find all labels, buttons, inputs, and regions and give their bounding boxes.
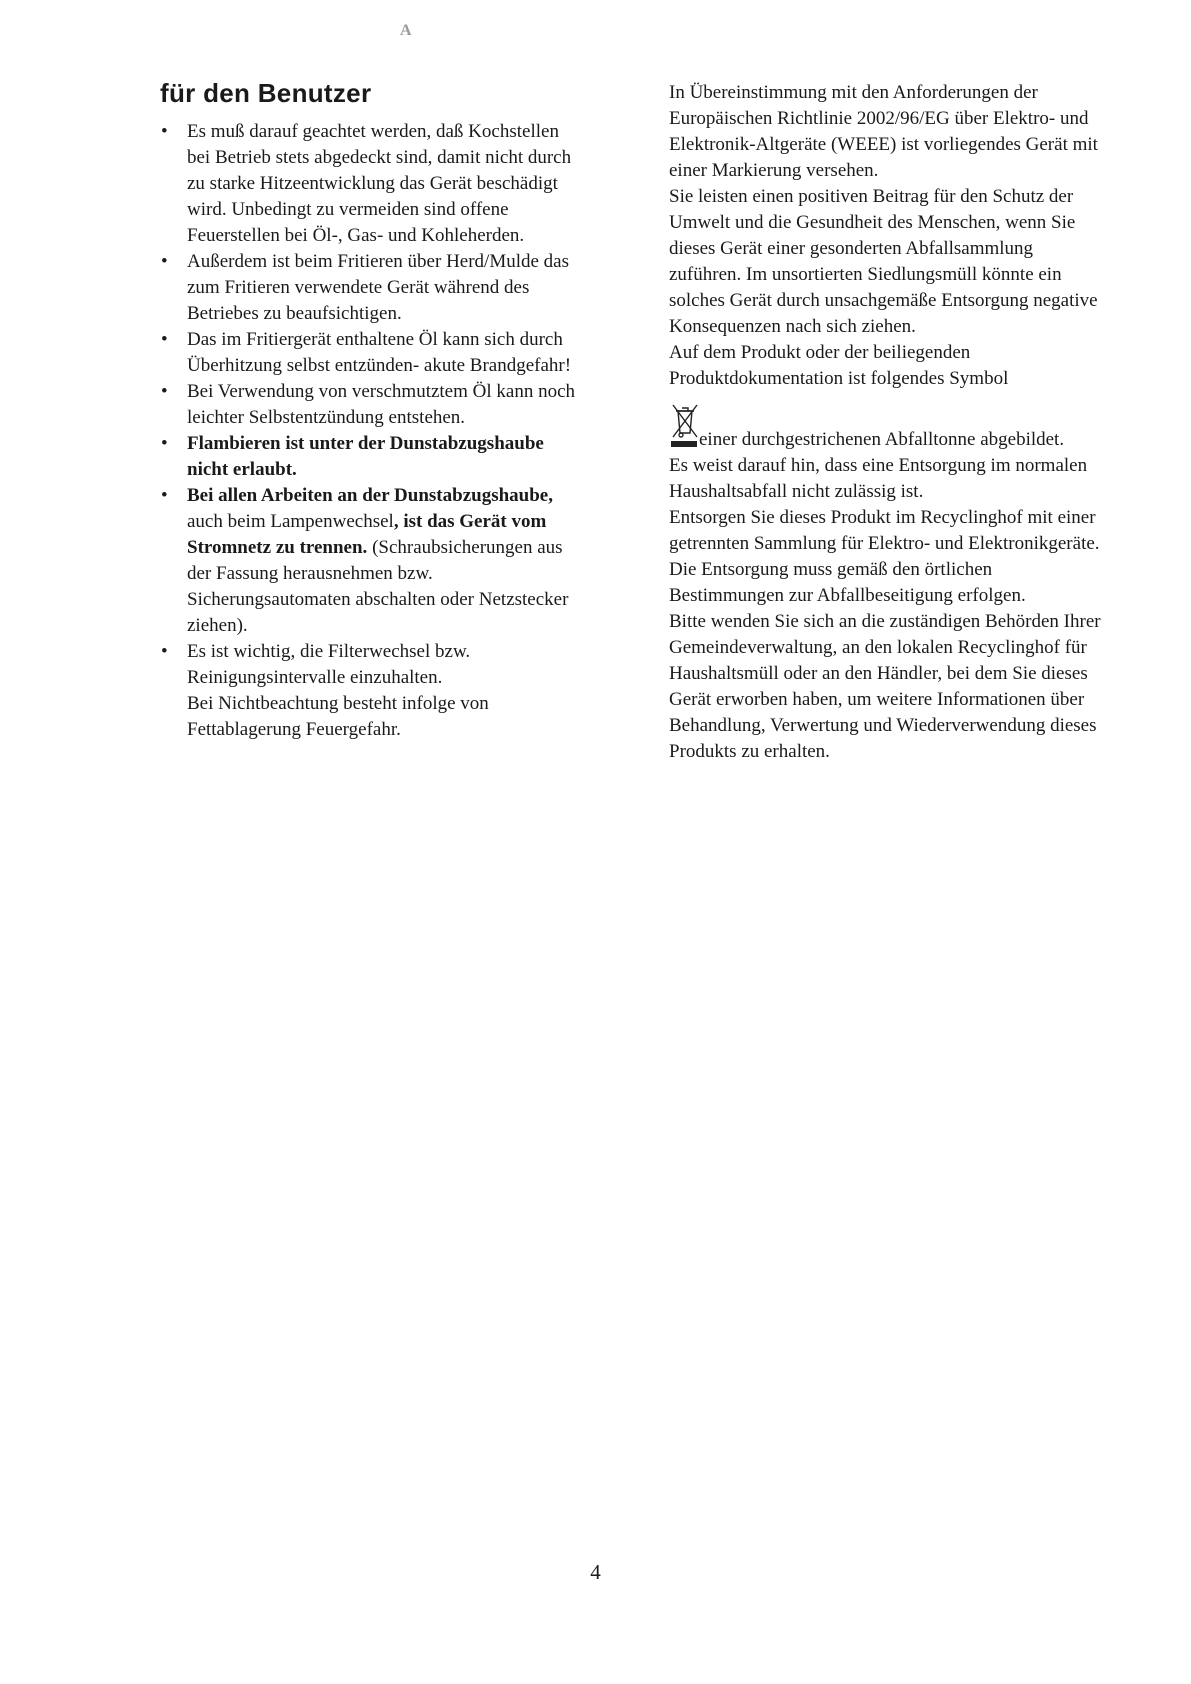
section-heading: für den Benutzer <box>160 78 372 108</box>
bullet-text: Es ist wichtig, die Filterwechsel bzw. Reinigungsintervalle einzuhalten. <box>187 641 471 688</box>
bullet-text-bold: , ist das Gerät vom Stromnetz zu trennen. <box>187 511 547 558</box>
right-column <box>669 80 1109 765</box>
bullet-text: (Schraubsicherungen aus der Fassung herausnehmen bzw. Sicherungsautomaten abschalten oder Netzstecker ziehen). <box>187 537 569 636</box>
bullet-item <box>160 249 580 327</box>
paragraph: Sie leisten einen positiven Beitrag für den Schutz der Umwelt und die Gesundheit des Menschen, wenn Sie dieses Gerät einer gesonderten Abfallsammlung zuführen. Im unsortierten Siedlungsmüll könnte ein solches Gerät durch unsachgemäße Entsorgung negative Konsequenzen nach sich ziehen. <box>669 186 1098 337</box>
bullet-item <box>160 639 580 743</box>
bullet-item <box>160 379 580 431</box>
bullet-text-bold: Flambieren ist unter der Dunstabzugshaube nicht erlaubt. <box>187 433 544 480</box>
bullet-item <box>160 327 580 379</box>
paragraph: Entsorgen Sie dieses Produkt im Recyclinghof mit einer getrennten Sammlung für Elektro- und Elektronikgeräte. <box>669 507 1100 554</box>
paragraph: Bitte wenden Sie sich an die zuständigen Behörden Ihrer Gemeindeverwaltung, an den lokalen Recyclinghof für Haushaltsmüll oder an den Händler, bei dem Sie dieses Gerät erworben haben, um weitere Informationen über Behandlung, Verwertung und Wiederverwendung dieses Produkts zu erhalten. <box>669 611 1101 762</box>
corner-mark: A <box>400 22 412 39</box>
paragraph: Die Entsorgung muss gemäß den örtlichen Bestimmungen zur Abfallbeseitigung erfolgen. <box>669 559 1026 606</box>
paragraph: Es weist darauf hin, dass eine Entsorgung im normalen Haushaltsabfall nicht zulässig ist. <box>669 455 1088 502</box>
paragraph: Auf dem Produkt oder der beiliegenden Produktdokumentation ist folgendes Symbol <box>669 342 1009 389</box>
paragraph: In Übereinstimmung mit den Anforderungen der Europäischen Richtlinie 2002/96/EG über Elektro- und Elektronik-Altgeräte (WEEE) ist vorliegendes Gerät mit einer Markierung versehen. <box>669 82 1098 181</box>
bullet-text: auch beim Lampenwechsel <box>187 511 394 532</box>
page-number: 4 <box>590 1560 601 1584</box>
bullet-text: Bei Verwendung von verschmutztem Öl kann noch leichter Selbstentzündung entstehen. <box>187 381 576 428</box>
crossed-out-wheelie-bin-icon <box>669 399 699 449</box>
paragraph: einer durchgestrichenen Abfalltonne abgebildet. <box>699 429 1065 450</box>
weee-symbol-row <box>669 399 1109 453</box>
bullet-text: Außerdem ist beim Fritieren über Herd/Mulde das zum Fritieren verwendete Gerät während des Betriebes zu beaufsichtigen. <box>187 251 570 324</box>
bullet-text: Bei Nichtbeachtung besteht infolge von Fettablagerung Feuergefahr. <box>187 693 489 740</box>
bullet-item <box>160 431 580 483</box>
bullet-item <box>160 483 580 639</box>
safety-bullet-list <box>160 119 580 743</box>
bullet-text-bold: Bei allen Arbeiten an der Dunstabzugshaube, <box>187 485 553 506</box>
bullet-text: Es muß darauf geachtet werden, daß Kochstellen bei Betrieb stets abgedeckt sind, damit nicht durch zu starke Hitzeentwicklung das Gerät beschädigt wird. Unbedingt zu vermeiden sind offene Feuerstellen bei Öl-, Gas- und Kohleherden. <box>187 121 572 246</box>
bullet-item <box>160 119 580 249</box>
bullet-text: Das im Fritiergerät enthaltene Öl kann sich durch Überhitzung selbst entzünden- akute Brandgefahr! <box>187 329 572 376</box>
left-column <box>160 78 580 743</box>
